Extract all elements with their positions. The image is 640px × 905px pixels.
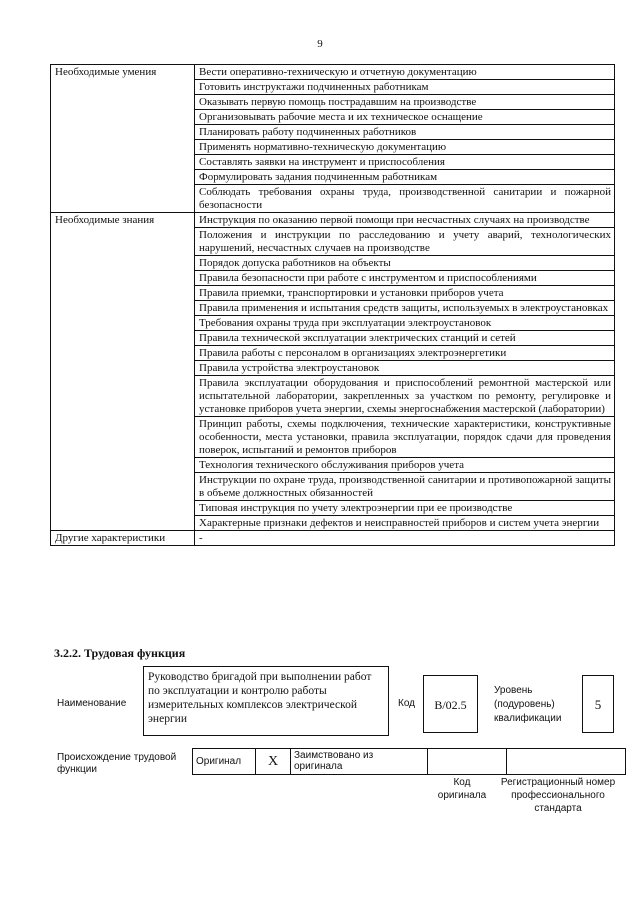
skill-item: Вести оперативно-техническую и отчетную документацию	[195, 65, 615, 80]
knowledge-item: Правила технической эксплуатации электрических станций и сетей	[195, 331, 615, 346]
knowledge-item: Инструкция по оказанию первой помощи при несчастных случаях на производстве	[195, 213, 615, 228]
code-label: Код	[398, 698, 416, 709]
skill-item: Формулировать задания подчиненным работникам	[195, 170, 615, 185]
caption-registration-number: Регистрационный номер профессионального стандарта	[500, 777, 616, 814]
knowledge-item: Характерные признаки дефектов и неисправностей приборов и систем учета энергии	[195, 516, 615, 531]
knowledge-item: Правила работы с персоналом в организациях электроэнергетики	[195, 346, 615, 361]
skill-item: Оказывать первую помощь пострадавшим на производстве	[195, 95, 615, 110]
name-label: Наименование	[57, 698, 127, 709]
original-label: Оригинал	[193, 749, 256, 775]
code-value-box: B/02.5	[423, 675, 478, 733]
knowledge-item: Положения и инструкции по расследованию и учету аварий, технологических нарушений, несчастных случаев на производстве	[195, 228, 615, 256]
knowledge-item: Типовая инструкция по учету электроэнергии при ее производстве	[195, 501, 615, 516]
skill-item: Организовывать рабочие места и их техническое оснащение	[195, 110, 615, 125]
skill-item: Планировать работу подчиненных работников	[195, 125, 615, 140]
knowledge-item: Порядок допуска работников на объекты	[195, 256, 615, 271]
knowledge-label: Необходимые знания	[51, 213, 195, 531]
knowledge-item: Правила приемки, транспортировки и установки приборов учета	[195, 286, 615, 301]
borrowed-label: Заимствовано из оригинала	[291, 749, 428, 775]
knowledge-item: Правила устройства электроустановок	[195, 361, 615, 376]
knowledge-item: Правила применения и испытания средств защиты, используемых в электроустановках	[195, 301, 615, 316]
skills-label: Необходимые умения	[51, 65, 195, 213]
knowledge-item: Правила безопасности при работе с инструментом и приспособлениями	[195, 271, 615, 286]
registration-number-cell	[507, 749, 626, 775]
origin-table	[192, 748, 626, 775]
knowledge-item: Требования охраны труда при эксплуатации электроустановок	[195, 316, 615, 331]
requirements-table	[50, 64, 615, 546]
level-label: Уровень (подуровень) квалификации	[494, 685, 562, 724]
skill-item: Готовить инструктажи подчиненных работникам	[195, 80, 615, 95]
knowledge-item: Инструкции по охране труда, производственной санитарии и противопожарной защиты в объеме должностных обязанностей	[195, 473, 615, 501]
table-row	[193, 749, 626, 775]
table-row	[51, 531, 615, 546]
caption-original-code: Код оригинала	[437, 777, 487, 801]
table-row	[51, 213, 615, 228]
function-name-box: Руководство бригадой при выполнении работ по эксплуатации и контролю работы измерительных комплексов электрической энергии	[143, 666, 389, 736]
skill-item: Применять нормативно-техническую документацию	[195, 140, 615, 155]
other-value: -	[195, 531, 615, 546]
table-row	[51, 65, 615, 80]
skill-item: Составлять заявки на инструмент и приспособления	[195, 155, 615, 170]
origin-label: Происхождение трудовой функции	[57, 752, 177, 775]
other-label: Другие характеристики	[51, 531, 195, 546]
section-title: 3.2.2. Трудовая функция	[54, 646, 186, 660]
knowledge-item: Правила эксплуатации оборудования и приспособлений ремонтной мастерской или испытательной лаборатории, закрепленных за участком по ремонту, регулировке и установке приборов учета энергии, схемы энергоснабжения мастерской (лаборатории)	[195, 376, 615, 417]
skill-item: Соблюдать требования охраны труда, производственной санитарии и пожарной безопасности	[195, 185, 615, 213]
original-mark: X	[256, 749, 291, 775]
knowledge-item: Принцип работы, схемы подключения, технические характеристики, конструктивные особенности, места установки, правила эксплуатации, порядок сдачи для проведения поверок, испытаний и ремонтов приборов	[195, 417, 615, 458]
original-code-cell	[428, 749, 507, 775]
knowledge-item: Технология технического обслуживания приборов учета	[195, 458, 615, 473]
level-value-box: 5	[582, 675, 614, 733]
page-number: 9	[317, 38, 323, 50]
